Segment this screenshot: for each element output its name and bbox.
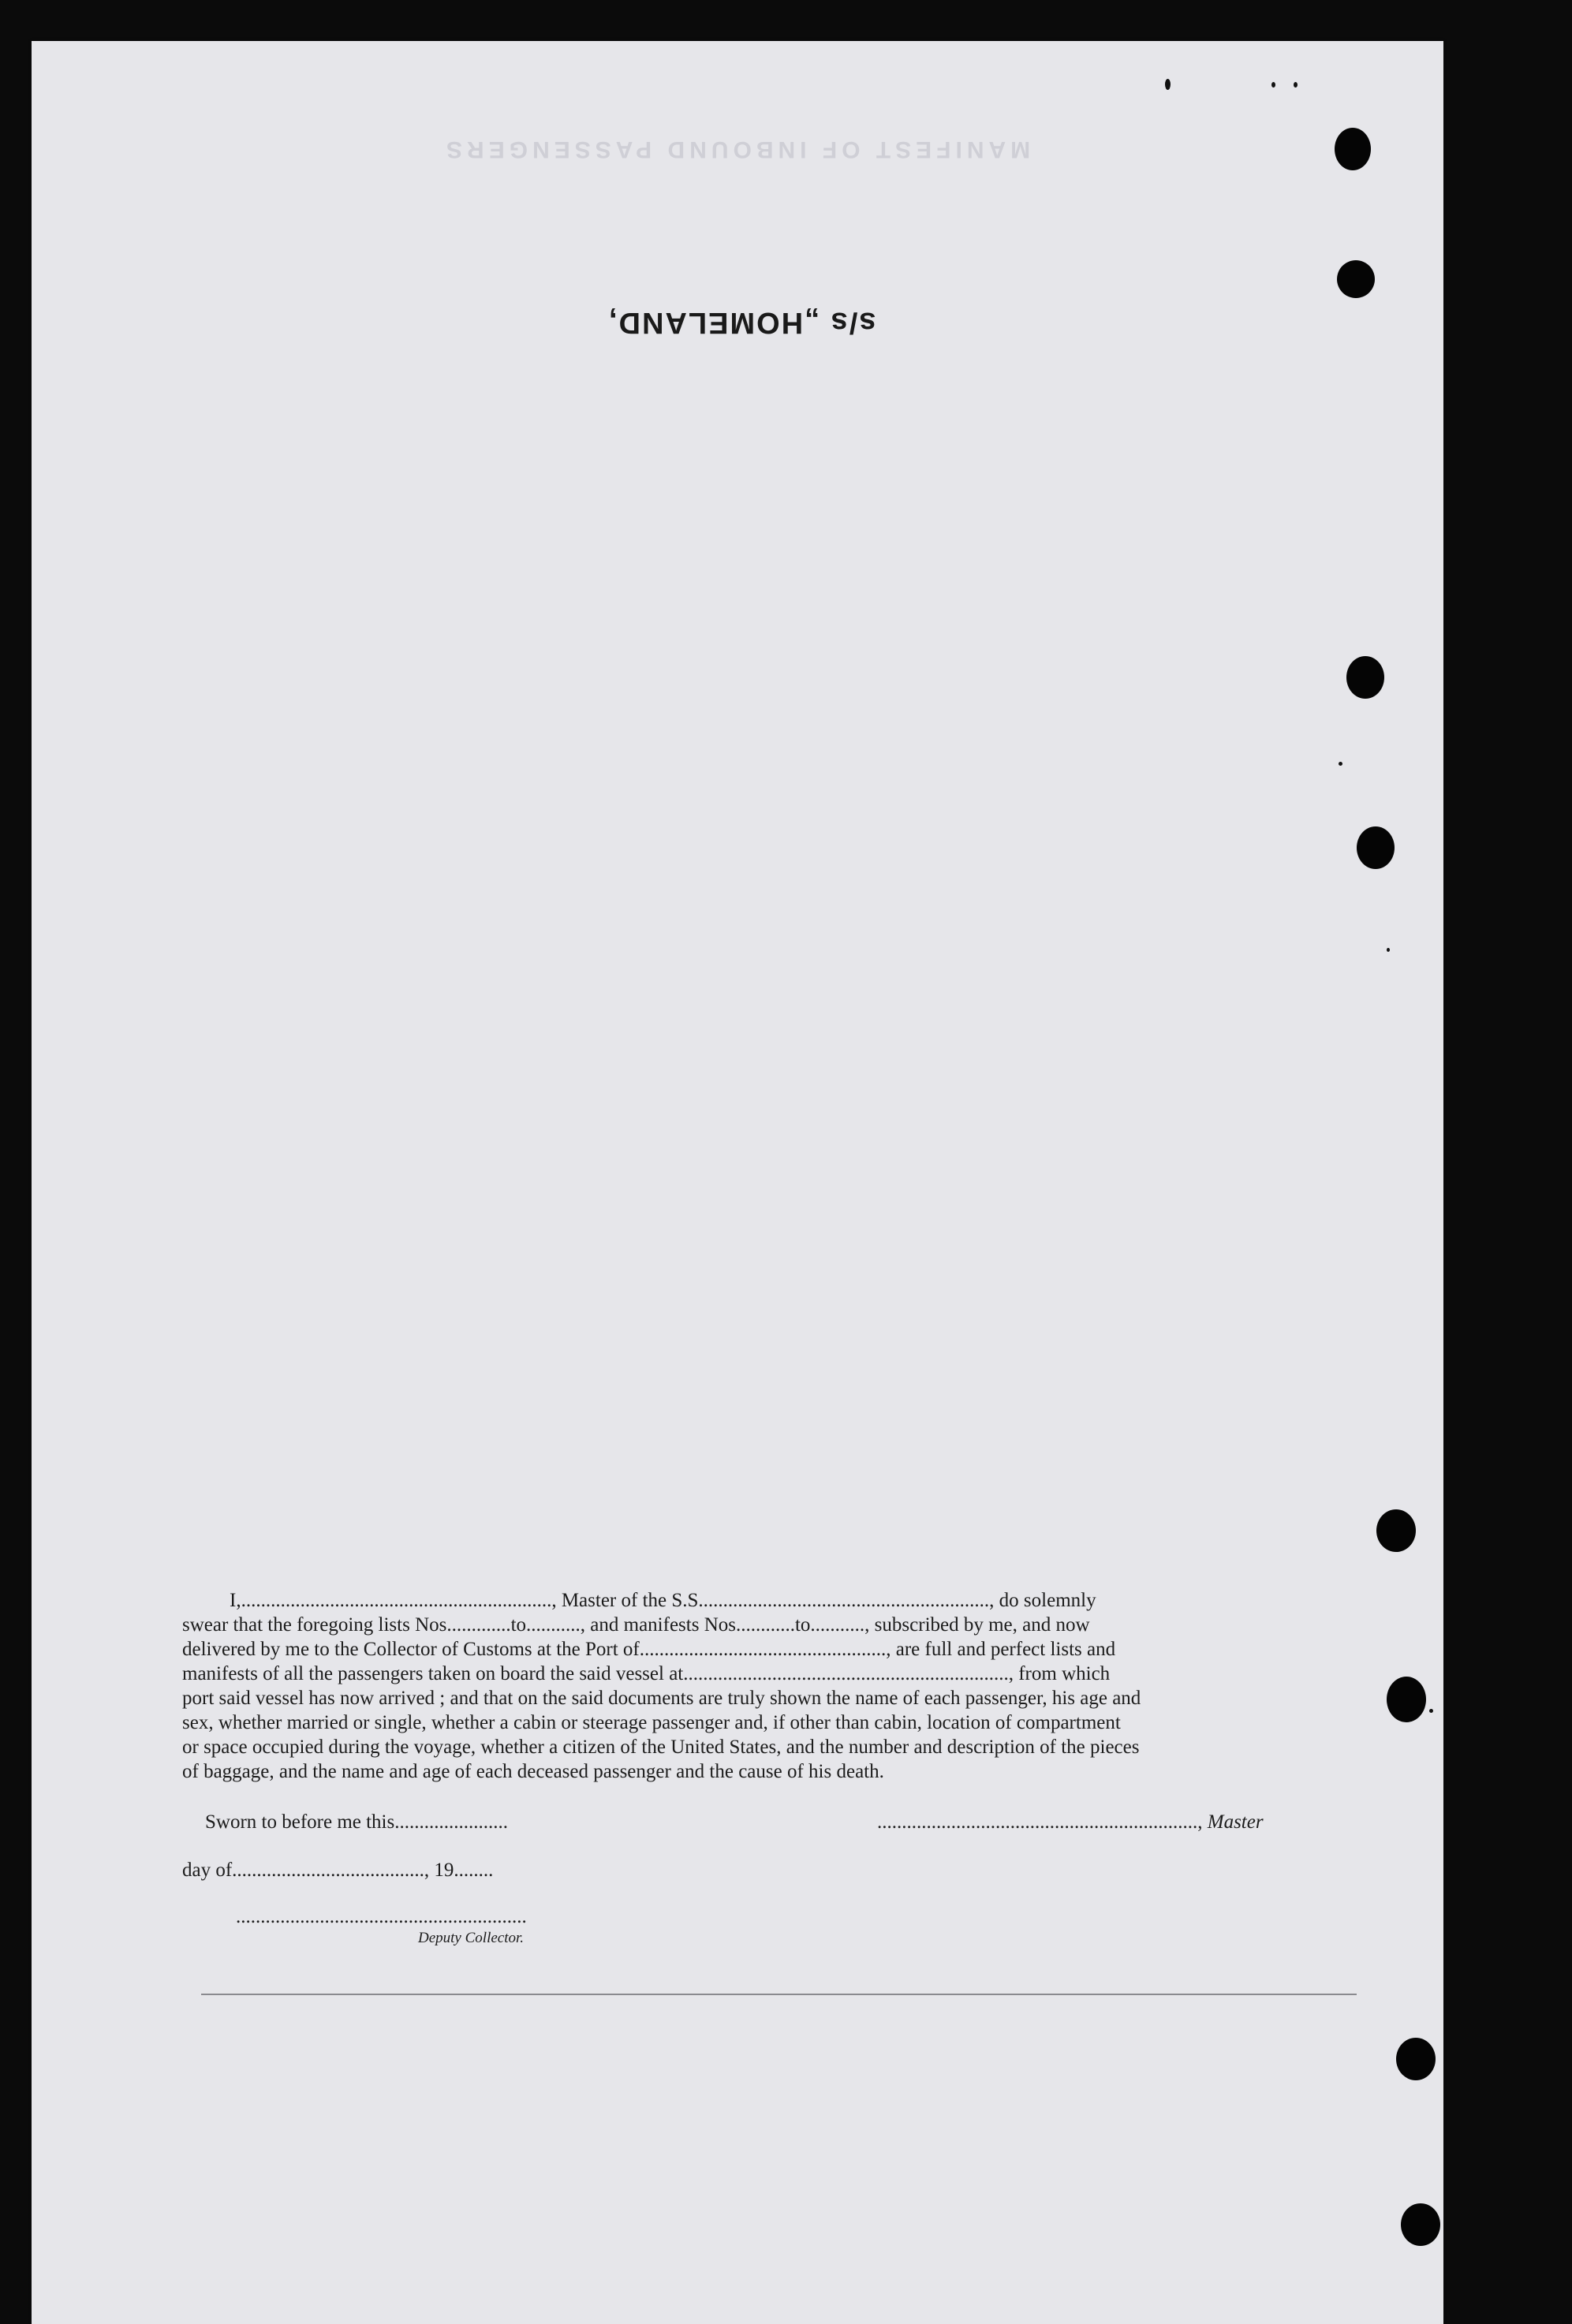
punch-hole bbox=[1396, 2038, 1436, 2080]
horizontal-rule bbox=[201, 1994, 1357, 1995]
oath-line-4: manifests of all the passengers taken on board the said vessel at.................................................................., from which bbox=[182, 1663, 1111, 1684]
punch-hole bbox=[1376, 1509, 1416, 1552]
ink-speck bbox=[1294, 82, 1298, 88]
oath-line-8: of baggage, and the name and age of each deceased passenger and the cause of his death. bbox=[182, 1761, 884, 1782]
oath-line-1: I,..............................................................., Master of the S.S..........................................................., do solemnly bbox=[230, 1590, 1096, 1611]
punch-hole bbox=[1346, 656, 1384, 699]
punch-hole bbox=[1337, 260, 1375, 298]
punch-hole bbox=[1401, 2203, 1440, 2246]
punch-hole bbox=[1357, 826, 1395, 869]
sworn-line: Sworn to before me this....................... bbox=[205, 1811, 508, 1833]
ink-speck bbox=[1387, 948, 1390, 952]
master-signature-line bbox=[877, 1811, 1264, 1833]
deputy-signature-line: ........................................................... bbox=[236, 1906, 527, 1927]
deputy-collector-label: Deputy Collector. bbox=[418, 1930, 525, 1946]
ink-speck bbox=[1429, 1709, 1433, 1713]
oath-line-3: delivered by me to the Collector of Customs at the Port of.................................................., are full and perfect lists and bbox=[182, 1639, 1116, 1660]
oath-line-5: port said vessel has now arrived ; and that on the said documents are truly shown the name of each passenger, his age and bbox=[182, 1688, 1141, 1709]
ink-speck bbox=[1339, 762, 1342, 766]
master-signature-dots: ................................................................., bbox=[877, 1811, 1208, 1833]
master-label: Master bbox=[1207, 1811, 1264, 1833]
ship-title: s/s „HOMELAND, bbox=[607, 306, 876, 339]
oath-line-7: or space occupied during the voyage, whether a citizen of the United States, and the number and description of the pieces bbox=[182, 1736, 1140, 1758]
oath-line-6: sex, whether married or single, whether a cabin or steerage passenger and, if other than cabin, location of compartment bbox=[182, 1712, 1121, 1733]
punch-hole bbox=[1335, 128, 1371, 170]
manifest-page bbox=[32, 41, 1443, 2324]
ink-speck bbox=[1271, 82, 1275, 88]
oath-paragraph bbox=[182, 1588, 1389, 1784]
ink-speck bbox=[1165, 79, 1171, 90]
oath-line-2: swear that the foregoing lists Nos.............to..........., and manifests Nos............to..........., subscribed by me, and now bbox=[182, 1614, 1090, 1636]
day-of-line: day of......................................., 19........ bbox=[182, 1860, 494, 1881]
bleed-through-heading: MANIFEST OF INBOUND PASSENGERS bbox=[442, 136, 1031, 162]
punch-hole bbox=[1387, 1677, 1426, 1722]
